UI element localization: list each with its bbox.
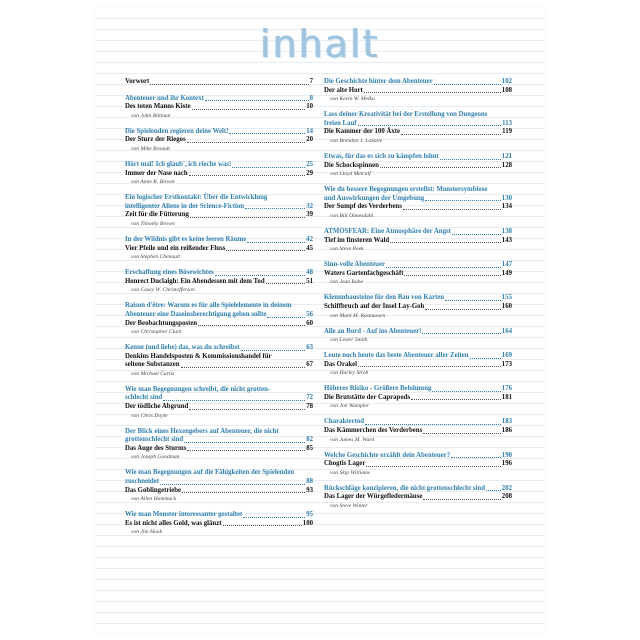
page-number: 160 [501, 302, 512, 310]
entry-gap [125, 87, 313, 95]
dot-leader [205, 100, 309, 101]
chapter-title-line [324, 452, 512, 461]
adventure-title-line [125, 353, 313, 362]
chapter-title-line [125, 428, 313, 437]
author-credit: von Bill Olmesdahl [330, 212, 374, 219]
page-number: 72 [306, 394, 313, 402]
page-number: 82 [306, 436, 313, 444]
page-title: inhalt [260, 22, 380, 66]
entry-title: Ein logischer Erstkontakt: Über die Entwicklung [125, 194, 268, 202]
entry-gap [125, 336, 313, 344]
dot-leader [422, 333, 500, 334]
chapter-title-line [125, 469, 313, 478]
chapter-title-line [125, 161, 313, 170]
author-credit: von Casey W. Christofferson [131, 287, 195, 294]
page-number: 121 [501, 152, 512, 160]
entry-title: Immer der Nase nach [125, 169, 188, 177]
dot-leader [401, 134, 501, 135]
dot-leader [358, 125, 502, 126]
entry-title: Welche Geschichte erzählt dein Abenteuer? [324, 451, 451, 459]
entry-title: Vier Pfeile und ein reißender Fluss [125, 244, 226, 252]
entry-title: Das Auge des Sturms [125, 444, 187, 452]
page-number: 202 [501, 484, 512, 492]
chapter-title-line [324, 153, 512, 162]
adventure-title-line [324, 493, 512, 502]
chapter-title-line [324, 385, 512, 394]
page-number: 45 [306, 244, 313, 252]
dot-leader [390, 242, 501, 243]
entry-title: Das Kämmerchen des Verderbens [324, 427, 423, 435]
chapter-title-line [324, 228, 512, 237]
dot-leader [187, 450, 305, 451]
author-credit: von James M. Ward [330, 436, 375, 443]
entry-title: Der alte Hort [324, 86, 363, 94]
dot-leader [243, 517, 305, 518]
adventure-title-line [324, 427, 512, 436]
toc-entry [125, 78, 313, 87]
page-number: 143 [501, 236, 512, 244]
dot-leader [266, 283, 306, 284]
author-credit: von Skip Williams [330, 469, 371, 476]
page-number: 113 [502, 119, 512, 127]
toc-entry [324, 328, 512, 345]
entry-title: Denkins Handelsposten & Kommissionshandel für [125, 352, 272, 360]
entry-gap [324, 344, 512, 352]
toc-entry [125, 269, 313, 294]
chapter-title-line [125, 95, 313, 104]
page-number: 183 [501, 418, 512, 426]
entry-title: Der Blick eines Hexengebers auf Abenteuer, die nicht [125, 427, 279, 435]
entry-title: Die Geschichte hinter dem Abenteuer [324, 78, 433, 85]
page-number: 56 [306, 310, 313, 318]
page-number: 130 [501, 194, 512, 202]
chapter-title-line [125, 386, 313, 395]
adventure-title-line [324, 87, 512, 96]
entry-title: Der tödliche Abgrund [125, 403, 189, 411]
page-number: 7 [309, 78, 313, 85]
page-number: 169 [501, 352, 512, 360]
entry-title: Des toten Manns Kiste [125, 103, 191, 111]
author-credit: von Mike Broault [131, 145, 170, 152]
toc-entry [324, 261, 512, 286]
author-credit: von Anne K. Brown [131, 179, 175, 186]
toc-entry [125, 161, 313, 186]
adventure-title-line [324, 203, 512, 212]
dot-leader [425, 200, 501, 201]
entry-title: Der Sumpf des Verderbens [324, 203, 402, 211]
chapter-title-line [324, 485, 512, 494]
entry-title: Die Brutstätte der Caprapods [324, 393, 411, 401]
adventure-title-line [324, 460, 512, 469]
page-number: 134 [501, 203, 512, 211]
chapter-title-line [324, 261, 512, 270]
entry-title: freien Lauf [324, 119, 357, 127]
entry-title: seltene Substanzen [125, 361, 180, 369]
dot-leader [358, 366, 501, 367]
chapter-title-line [324, 294, 512, 303]
chapter-title-line [125, 311, 313, 320]
chapter-title-line [324, 195, 512, 204]
toc-entry [324, 452, 512, 477]
entry-title: Die Kammer der 100 Äxte [324, 128, 401, 136]
adventure-title-line [324, 361, 512, 370]
author-credit: von Allen Hammack [131, 496, 177, 503]
adventure-title-line [125, 520, 313, 529]
entry-title: Rückschläge konzipieren, die nicht grottenschlecht sind [324, 484, 485, 492]
chapter-title-line [324, 186, 512, 195]
dot-leader [486, 490, 501, 491]
dot-leader [184, 442, 305, 443]
adventure-title-line [125, 445, 313, 454]
entry-gap [125, 228, 313, 236]
toc-entry [125, 469, 313, 503]
page-number: 149 [501, 269, 512, 277]
entry-title: schlecht sind [125, 394, 163, 402]
dot-leader [267, 317, 305, 318]
dot-leader [187, 142, 305, 143]
entry-gap [125, 420, 313, 428]
entry-title: ATMOSFEAR: Eine Atmosphäre der Angst [324, 227, 451, 235]
entry-gap [125, 186, 313, 194]
dot-leader [247, 242, 305, 243]
dot-leader [160, 484, 305, 485]
chapter-title-line [324, 418, 512, 427]
entry-title: Es ist nicht alles Gold, was glänzt [125, 519, 222, 527]
entry-gap [324, 220, 512, 228]
entry-title: Höheres Risiko - Größere Belohnung [324, 385, 432, 393]
author-credit: von Jean Rabe [330, 279, 363, 286]
entry-title: Lass deiner Kreativität bei der Erstellung von Dungeons [324, 111, 488, 119]
dot-leader [403, 209, 501, 210]
chapter-title-line [125, 269, 313, 278]
dot-leader [198, 325, 305, 326]
page-number: 88 [306, 478, 313, 486]
entry-title: grottenschlecht sind [125, 436, 184, 444]
page-number: 155 [501, 294, 512, 302]
chapter-title-line [324, 111, 512, 120]
page-number: 25 [306, 160, 313, 168]
dot-leader [190, 217, 305, 218]
page-number: 108 [501, 86, 512, 94]
dot-leader [452, 234, 501, 235]
page-number: 39 [306, 211, 313, 219]
chapter-title-line [125, 236, 313, 245]
entry-title: Wie du bessere Begegnungen erstellst: Monstersymbiose [324, 186, 488, 194]
entry-title: Raison d'être: Warum es für alle Spielelemente in deinem [125, 302, 292, 310]
dot-leader [232, 167, 305, 168]
entry-title: In der Wildnis gibt es keine leeren Räume [125, 235, 247, 243]
page-number: 42 [306, 235, 313, 243]
adventure-title-line [125, 211, 313, 220]
toc-entry [324, 186, 512, 220]
page-number: 147 [501, 261, 512, 269]
dot-leader [226, 250, 305, 251]
toc-entry [125, 236, 313, 261]
entry-title: Abenteuer und ihr Kontext [125, 94, 204, 102]
toc-column-left [125, 78, 313, 536]
entry-title: Alle an Bord - Auf ins Abenteuer! [324, 327, 422, 335]
entry-gap [125, 294, 313, 302]
chapter-title-line [125, 436, 313, 445]
dot-leader [423, 433, 501, 434]
dot-leader [245, 208, 305, 209]
dot-leader [440, 159, 501, 160]
dot-leader [189, 409, 305, 410]
adventure-title-line [125, 78, 313, 87]
entry-gap [125, 503, 313, 511]
page-number: 51 [306, 277, 313, 285]
entry-gap [125, 261, 313, 269]
chapter-title-line [125, 478, 313, 487]
dot-leader [365, 424, 501, 425]
entry-title: Chogtis Lager [324, 460, 366, 468]
entry-title: Erschaffung eines Bösewichtes [125, 269, 214, 277]
dot-leader [182, 492, 305, 493]
entry-title: Das Lager der Würgefledermäuse [324, 493, 423, 501]
page-number: 67 [306, 361, 313, 369]
author-credit: von Steve Peek [330, 246, 364, 253]
entry-title: Der Sturz der Riegos [125, 136, 186, 144]
author-credit: von Jim Hook [131, 529, 163, 536]
adventure-title-line [324, 162, 512, 171]
chapter-title-line [324, 328, 512, 337]
adventure-title-line [125, 103, 313, 112]
chapter-title-line [324, 78, 512, 87]
page-number: 138 [501, 227, 512, 235]
page-number: 176 [501, 385, 512, 393]
toc-entry [324, 78, 512, 103]
dot-leader [380, 167, 501, 168]
toc-entry [324, 352, 512, 377]
toc-entry [125, 386, 313, 420]
dot-leader [386, 267, 501, 268]
toc-entry [324, 294, 512, 319]
dot-leader [432, 391, 500, 392]
entry-gap [324, 253, 512, 261]
entry-title: Zeit für die Fütterung [125, 211, 189, 219]
author-credit: von Stephen Chenault [131, 254, 181, 261]
adventure-title-line [125, 136, 313, 145]
adventure-title-line [125, 320, 313, 329]
dot-leader [451, 457, 501, 458]
adventure-title-line [324, 128, 512, 137]
dot-leader [223, 525, 302, 526]
page-number: 14 [306, 127, 313, 135]
author-credit: von John Bittman [131, 112, 171, 119]
author-credit: von Harley Stroh [330, 370, 369, 377]
author-credit: von Chris Doyle [131, 412, 168, 419]
entry-title: Klemmbausteine für den Bau von Karten [324, 294, 445, 302]
entry-title: Die Spielenden regieren deine Welt! [125, 127, 229, 135]
page-number: 63 [306, 344, 313, 352]
entry-title: intelligenter Aliens in der Science-Fiction [125, 202, 245, 210]
toc-entry [125, 511, 313, 536]
page-number: 32 [306, 202, 313, 210]
toc-entry [324, 385, 512, 410]
dot-leader [411, 399, 501, 400]
toc-entry [324, 228, 512, 253]
author-credit: von Lester Smith [330, 337, 368, 344]
author-credit: von Mark M. Rasmussen [330, 312, 386, 319]
page-number: 78 [306, 403, 313, 411]
page-number: 186 [501, 427, 512, 435]
toc-entry [125, 95, 313, 120]
toc-entry [125, 344, 313, 378]
entry-gap [324, 477, 512, 485]
dot-leader [150, 84, 308, 85]
dot-leader [434, 84, 501, 85]
page-number: 60 [306, 319, 313, 327]
page-number: 8 [309, 94, 313, 102]
toc-entry [125, 428, 313, 462]
adventure-title-line [324, 237, 512, 246]
page-number: 93 [306, 486, 313, 494]
adventure-title-line [125, 361, 313, 370]
page-number: 128 [501, 161, 512, 169]
entry-gap [324, 103, 512, 111]
entry-gap [324, 145, 512, 153]
dot-leader [425, 309, 500, 310]
entry-title: Wie man Begegnungen auf die Fähigkeiten der Spielenden [125, 469, 295, 477]
chapter-title-line [125, 344, 313, 353]
entry-title: Kenne (und liebe) das, was du schreibst [125, 344, 240, 352]
page-number: 190 [501, 451, 512, 459]
entry-title: Wie man Begegnungen schreibt, die nicht grotten- [125, 385, 271, 393]
dot-leader [192, 109, 306, 110]
page-number: 20 [306, 136, 313, 144]
entry-title: Sinn-volle Abenteuer [324, 261, 385, 269]
page-number: 85 [306, 444, 313, 452]
dot-leader [241, 350, 306, 351]
dot-leader [423, 499, 500, 500]
entry-title: Waters Gartenfachgeschäft [324, 269, 404, 277]
dot-leader [189, 175, 306, 176]
entry-title: Abenteuer eine Daseinsberechtigung geben sollte [125, 310, 267, 318]
toc-entry [125, 128, 313, 153]
entry-gap [324, 410, 512, 418]
entry-title: Die Schockspinnen [324, 161, 379, 169]
toc-entry [324, 153, 512, 178]
chapter-title-line [125, 128, 313, 137]
toc-entry [324, 111, 512, 145]
adventure-title-line [324, 270, 512, 279]
entry-gap [125, 461, 313, 469]
entry-gap [125, 153, 313, 161]
dot-leader [215, 275, 305, 276]
entry-title: Wie man Monster interessanter gestaltet [125, 511, 243, 519]
page-number: 196 [501, 460, 512, 468]
entry-title: zuschneidet [125, 478, 159, 486]
chapter-title-line [125, 203, 313, 212]
dot-leader [181, 367, 306, 368]
chapter-title-line [324, 352, 512, 361]
entry-title: Charaktertod [324, 418, 365, 426]
adventure-title-line [125, 170, 313, 179]
toc-entry [324, 485, 512, 510]
dot-leader [364, 92, 501, 93]
entry-gap [324, 377, 512, 385]
entry-title: Honrect Duclaigh: Ein Abendessen mit dem Tod [125, 277, 265, 285]
dot-leader [366, 466, 500, 467]
entry-title: Etwas, für das es sich zu kämpfen lohnt [324, 152, 439, 160]
chapter-title-line [125, 511, 313, 520]
page-number: 208 [501, 493, 512, 501]
page-number: 164 [501, 327, 512, 335]
adventure-title-line [324, 394, 512, 403]
adventure-title-line [125, 245, 313, 254]
page-number: 119 [502, 128, 512, 136]
author-credit: von Joseph Goodman [131, 454, 180, 461]
author-credit: von Michael Curtis [131, 370, 175, 377]
page-number: 10 [306, 103, 313, 111]
dot-leader [404, 275, 500, 276]
dot-leader [470, 358, 501, 359]
page-number: 29 [306, 169, 313, 177]
author-credit: von Timothy Brown [131, 220, 175, 227]
entry-title: Hört mal! Ich glaub', ich rieche was! [125, 160, 232, 168]
entry-title: Vorwort [125, 78, 150, 85]
dot-leader [229, 133, 305, 134]
page-number: 181 [501, 393, 512, 401]
author-credit: von Jon Wampler [330, 403, 369, 410]
adventure-title-line [125, 278, 313, 287]
page-number: 100 [302, 519, 313, 527]
author-credit: von Brendan J. LaSalle [330, 137, 383, 144]
page-number: 95 [306, 511, 313, 519]
entry-title: und Auswirkungen der Umgebung [324, 194, 425, 202]
entry-title: Leute noch heute das beste Abenteuer aller Zeiten [324, 352, 469, 360]
entry-title: Das Orakel [324, 360, 358, 368]
entry-gap [324, 444, 512, 452]
author-credit: von Kevin W. Melka [330, 96, 375, 103]
chapter-title-line [125, 194, 313, 203]
page-number: 102 [501, 78, 512, 85]
entry-gap [125, 120, 313, 128]
chapter-title-line [125, 394, 313, 403]
toc-entry [125, 194, 313, 228]
adventure-title-line [125, 487, 313, 496]
page-number: 48 [306, 269, 313, 277]
dot-leader [163, 400, 305, 401]
toc-entry [125, 302, 313, 336]
entry-title: Der Beobachtungsposten [125, 319, 198, 327]
author-credit: von Steve Winter [330, 503, 368, 510]
toc-column-right [324, 78, 512, 510]
page-number: 173 [501, 360, 512, 368]
chapter-title-line [125, 302, 313, 311]
entry-title: Tief im finsteren Wald [324, 236, 390, 244]
entry-title: Schiffbruch auf der Insel Lay-Goh [324, 302, 425, 310]
author-credit: von Christopher Clark [131, 329, 182, 336]
entry-title: Das Goblingetriebe [125, 486, 182, 494]
dot-leader [445, 300, 501, 301]
entry-gap [324, 286, 512, 294]
author-credit: von Lloyd Metcalf [330, 171, 371, 178]
chapter-title-line [324, 120, 512, 129]
entry-gap [324, 320, 512, 328]
toc-entry [324, 418, 512, 443]
adventure-title-line [324, 303, 512, 312]
adventure-title-line [125, 403, 313, 412]
entry-gap [125, 378, 313, 386]
entry-gap [324, 178, 512, 186]
